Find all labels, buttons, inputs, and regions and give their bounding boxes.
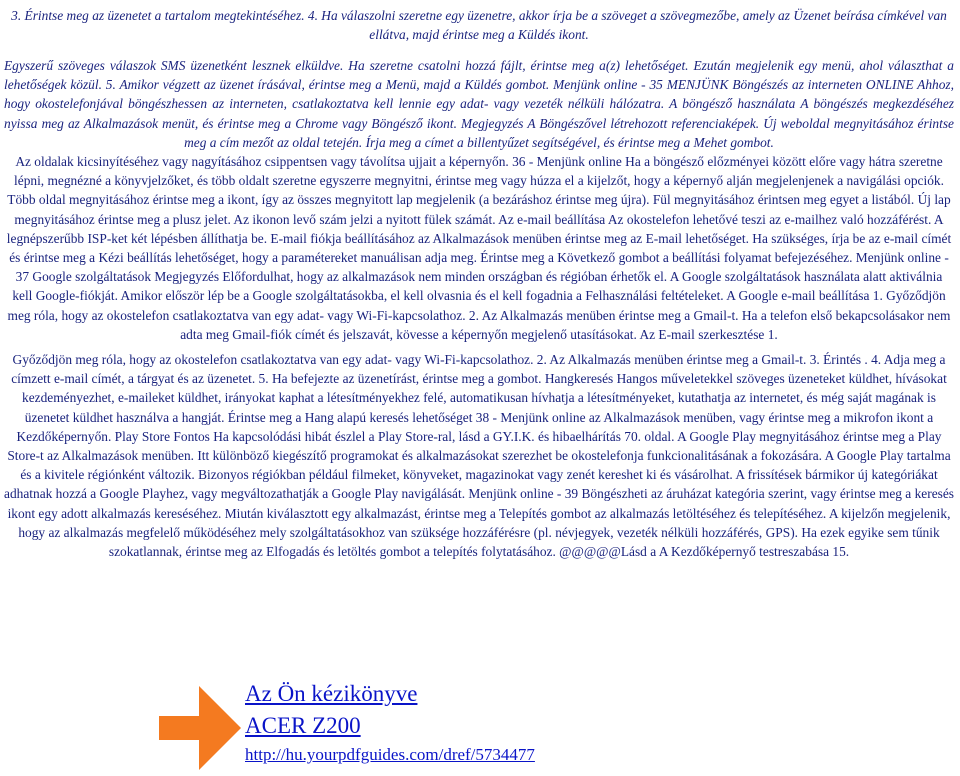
paragraph-email-setup: Az oldalak kicsinyítéséhez vagy nagyításához csippentsen vagy távolítsa ujjait a képernyőn. 36 - Menjünk online Ha a böngésző előzményei között előre vagy hátra szeretne lépni, megnézné a könyvjelzőket, és több oldalt szeretne egyszerre megnyitni, érintse meg vagy húzza el a kijelzőt, hogy a képernyő alján megjelenjenek a navigálási opciók. Több oldal megnyitásához érintse meg a ikont, így az összes megnyitott lap megjelenik (a bezáráshoz érintse meg újra). Fül megnyitásához érintsen meg egyet a listából. Új lap megnyitásához érintse meg a plusz jelet. Az ikonon levő szám jelzi a nyitott fülek számát. Az e-mail beállítása Az okostelefon lehetővé teszi az e-mailhez való hozzáférést. A legnépszerűbb ISP-ket két lépésben állíthatja be. E-mail fiókja beállításához az Alkalmazások menüben érintse meg az E-mail lehetőséget. Ha szükséges, írja be az e-mail címét és érintse meg a Kézi beállítás lehetőséget, hogy a paramétereket manuálisan adja meg. Érintse meg a Következő gombot a beállítási folyamat befejezéséhez. Menjünk online - 37 Google szolgáltatások Megjegyzés Előfordulhat, hogy az alkalmazások nem minden országban és régióban érhetők el. A Google szolgáltatások használata alatt aktiválnia kell Google-fiókját. Amikor először lép be a Google szolgáltatásokba, el kell olvasnia és el kell fogadnia a Felhasználási feltételeket. A Google e-mail beállítása 1. Győződjön meg róla, hogy az okostelefon csatlakoztatva van egy adat- vagy Wi-Fi-kapcsolathoz. 2. Az Alkalmazás menüben érintse meg a Gmail-t. Ha a telefon első bekapcsolásakor nem adta meg Gmail-fiók címét és jelszavát, kövesse a képernyőn megjelenő utasításokat. Az E-mail szerkesztése 1. xyxy=(6,154,952,342)
arrow-right-icon xyxy=(155,682,243,774)
paragraph-browsing: Egyszerű szöveges válaszok SMS üzenetként lesznek elküldve. Ha szeretne csatolni hozzá fájlt, érintse meg a(z) lehetőséget. Ezután megjelenik egy menü, ahol választhat a lehetőségek közül. 5. Amikor végzett az üzenet írásával, érintse meg a Menü, majd a Küldés gombot. Menjünk online - 35 MENJÜNK Böngészés az interneten ONLINE Ahhoz, hogy okostelefonjával böngészhessen az interneten, csatlakoztatva kell lennie egy adat- vagy vezeték nélküli hálózatra. A böngésző használata A böngészés megkezdéséhez nyissa meg az Alkalmazások menüt, és érintse meg a Chrome vagy Böngésző ikont. Megjegyzés A Böngészővel létrehozott referenciaképek. Új weboldal megnyitásához érintse meg a cím mezőt az oldal tetején. Írja meg a címet a billentyűzet segítségével, és érintse meg a Mehet gombot. xyxy=(4,58,954,150)
footer xyxy=(155,680,755,776)
manual-title-link[interactable]: Az Ön kézikönyve xyxy=(245,681,418,706)
url-link[interactable]: http://hu.yourpdfguides.com/dref/5734477 xyxy=(245,745,535,764)
paragraph-messaging-steps: 3. Érintse meg az üzenetet a tartalom megtekintéséhez. 4. Ha válaszolni szeretne egy üzenetre, akkor írja be a szöveget a szövegmezőbe, amely az Üzenet beírása címkével van ellátva, majd érintse meg a Küldés ikont. xyxy=(11,8,947,43)
model-link[interactable]: ACER Z200 xyxy=(245,713,361,738)
paragraph-gmail-play-store: Győződjön meg róla, hogy az okostelefon csatlakoztatva van egy adat- vagy Wi-Fi-kapcsolathoz. 2. Az Alkalmazás menüben érintse meg a Gmail-t. 3. Érintés . 4. Adja meg a címzett e-mail címét, a tárgyat és az üzenetet. 5. Ha befejezte az üzenetírást, érintse meg a gombot. Hangkeresés Hangos műveletekkel szöveges üzeneteket küldhet, hívásokat kezdeményezhet, e-maileket küldhet, irányokat kaphat a létesítményekhez felé, automatikusan hívhatja a létesítményeket, kutathatja az internetet, és még saját magának is üzenetet küldhet használva a hangját. Érintse meg a Hang alapú keresés lehetőséget 38 - Menjünk online az Alkalmazások menüben, vagy érintse meg a mikrofon ikont a Kezdőképernyőn. Play Store Fontos Ha kapcsolódási hibát észlel a Play Store-ral, lásd a GY.I.K. és hibaelhárítás 70. oldal. A Google Play megnyitásához érintse meg a Play Store-t az Alkalmazások menüben. Itt különböző kiegészítő programokat és alkalmazásokat szerezhet be okostelefonja funkcionalitásának a fokozására. A Google Play tartalma és a kivitele régiónként változik. Bizonyos régiókban például filmeket, könyveket, magazinokat vagy zenét kereshet ki és vásárolhat. A frissítések bármikor új kategóriákat adhatnak hozzá a Google Playhez, vagy megváltozathatják a Google Play navigálását. Menjünk online - 39 Böngészheti az áruházat kategória szerint, vagy érintse meg a keresés ikont egy adott alkalmazás kereséséhez. Miután kiválasztott egy alkalmazást, érintse meg a Telepítés gombot az alkalmazás letöltéséhez és telepítéséhez. A kijelzőn megjelenik, hogy az alkalmazás megfelelő működéséhez mely szolgáltatásokhoz van szüksége hozzáférésre (pl. névjegyek, vezeték nélküli hozzáférés, GPS). Ha ezek egyike sem tűnik szokatlannak, érintse meg az Elfogadás és letöltés gombot a telepítés folytatásához. @@@@@Lásd a A Kezdőképernyő testreszabása 15. xyxy=(4,352,955,560)
